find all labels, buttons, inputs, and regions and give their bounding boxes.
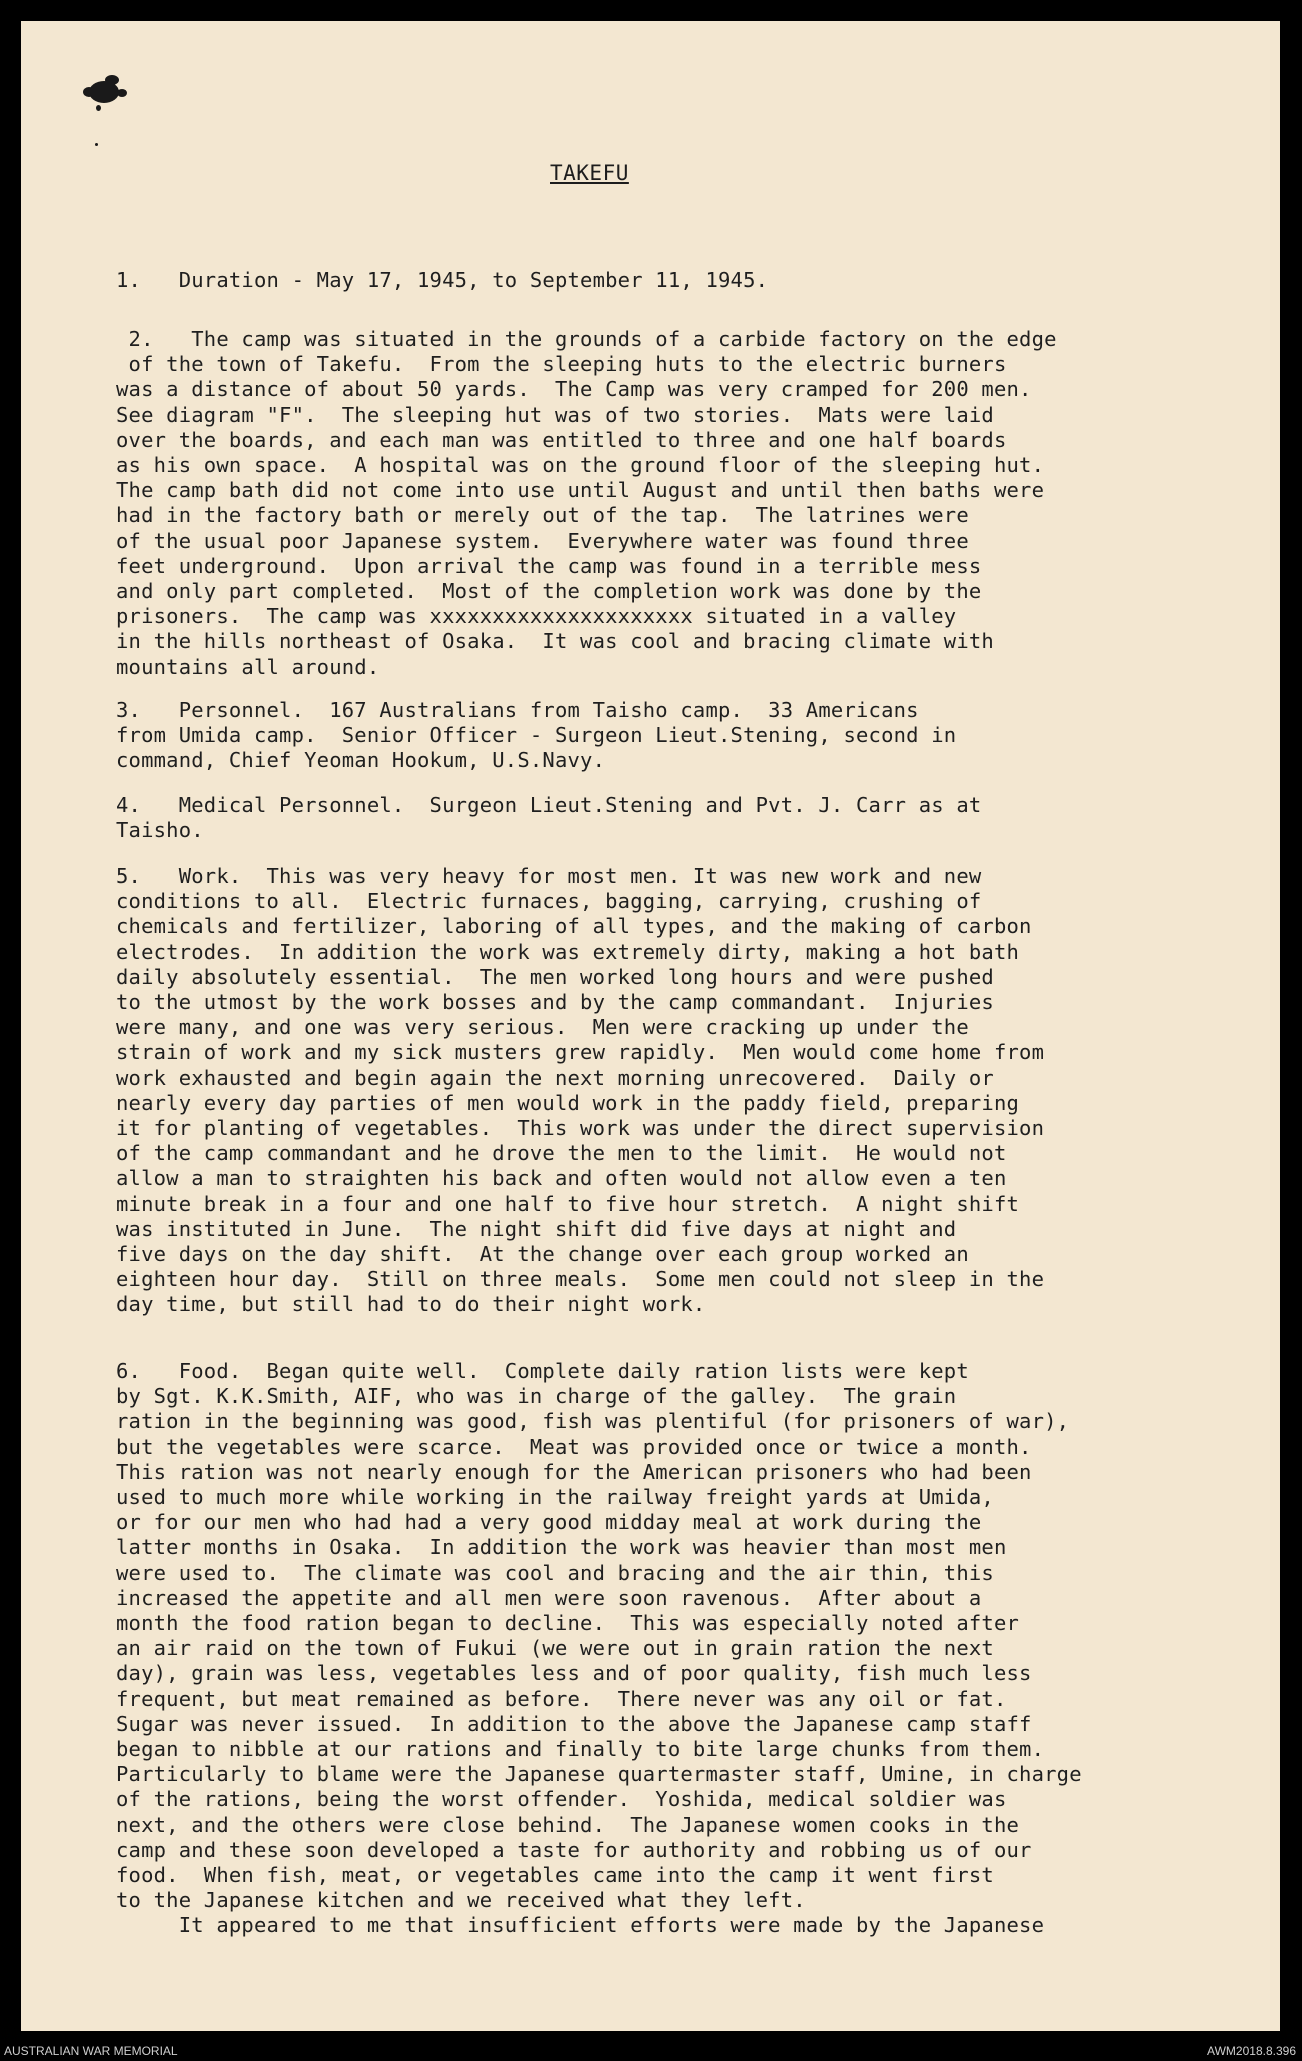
paragraph-food: 6. Food. Began quite well. Complete daily ration lists were kept by Sgt. K.K.Smith, AIF, who was in charge of the galley. The grain ration in the beginning was good, fish was plentiful (for prisoners of war), but the vegetables were scarce. Meat was provided once or twice a month. This ration was not nearly enough for the American prisoners who had been used to much more while working in the railway freight yards at Umida, or for our men who had had a very good midday meal at work during the latter months in Osaka. In addition the work was heavier than most men were used to. The climate was cool and bracing and the air thin, this increased the appetite and all men were soon ravenous. After about a month the food ration began to decline. This was especially noted after an air raid on the town of Fukui (we were out in grain ration the next day), grain was less, vegetables less and of poor quality, fish much less frequent, but meat remained as before. There never was any oil or fat. Sugar was never issued. In addition to the above the Japanese camp staff began to nibble at our rations and finally to bite large chunks from them. Particularly to blame were the Japanese quartermaster staff, Umine, in charge of the rations, being the worst offender. Yoshida, medical soldier was next, and the others were close behind. The Japanese women cooks in the camp and these soon developed a taste for authority and robbing us of our food. When fish, meat, or vegetables came into the camp it went first to the Japanese kitchen and we received what they left. It appeared to me that insufficient efforts were made by the Japanese [116,1359,1082,1938]
footer-source: AUSTRALIAN WAR MEMORIAL [4,2044,178,2058]
ink-stain [83,73,129,109]
document-page [21,21,1280,2031]
paragraph-duration: 1. Duration - May 17, 1945, to September 11, 1945. [116,268,769,292]
paragraph-camp-description: 2. The camp was situated in the grounds of a carbide factory on the edge of the town of Takefu. From the sleeping huts to the electric burners was a distance of about 50 yards. The Camp was very cramped for 200 men. See diagram "F". The sleeping hut was of two stories. Mats were laid over the boards, and each man was entitled to three and one half boards as his own space. A hospital was on the ground floor of the sleeping hut. The camp bath did not come into use until August and until then baths were had in the factory bath or merely out of the tap. The latrines were of the usual poor Japanese system. Everywhere water was found three feet underground. Upon arrival the camp was found in a terrible mess and only part completed. Most of the completion work was done by the prisoners. The camp was xxxxxxxxxxxxxxxxxxxxx situated in a valley in the hills northeast of Osaka. It was cool and bracing climate with mountains all around. [116,327,1057,679]
paragraph-work: 5. Work. This was very heavy for most men. It was new work and new conditions to all. Electric furnaces, bagging, carrying, crushing of chemicals and fertilizer, laboring of all types, and the making of carbon electrodes. In addition the work was extremely dirty, making a hot bath daily absolutely essential. The men worked long hours and were pushed to the utmost by the work bosses and by the camp commandant. Injuries were many, and one was very serious. Men were cracking up under the strain of work and my sick musters grew rapidly. Men would come home from work exhausted and begin again the next morning unrecovered. Daily or nearly every day parties of men would work in the paddy field, preparing it for planting of vegetables. This work was under the direct supervision of the camp commandant and he drove the men to the limit. He would not allow a man to straighten his back and often would not allow even a ten minute break in a four and one half to five hour stretch. A night shift was instituted in June. The night shift did five days at night and five days on the day shift. At the change over each group worked an eighteen hour day. Still on three meals. Some men could not sleep in the day time, but still had to do their night work. [116,864,1045,1317]
footer-reference: AWM2018.8.396 [1207,2044,1296,2058]
paragraph-personnel: 3. Personnel. 167 Australians from Taisho camp. 33 Americans from Umida camp. Senior Officer - Surgeon Lieut.Stening, second in command, Chief Yeoman Hookum, U.S.Navy. [116,698,957,773]
page-title: TAKEFU [550,161,629,185]
paragraph-medical-personnel: 4. Medical Personnel. Surgeon Lieut.Stening and Pvt. J. Carr as at Taisho. [116,793,982,843]
